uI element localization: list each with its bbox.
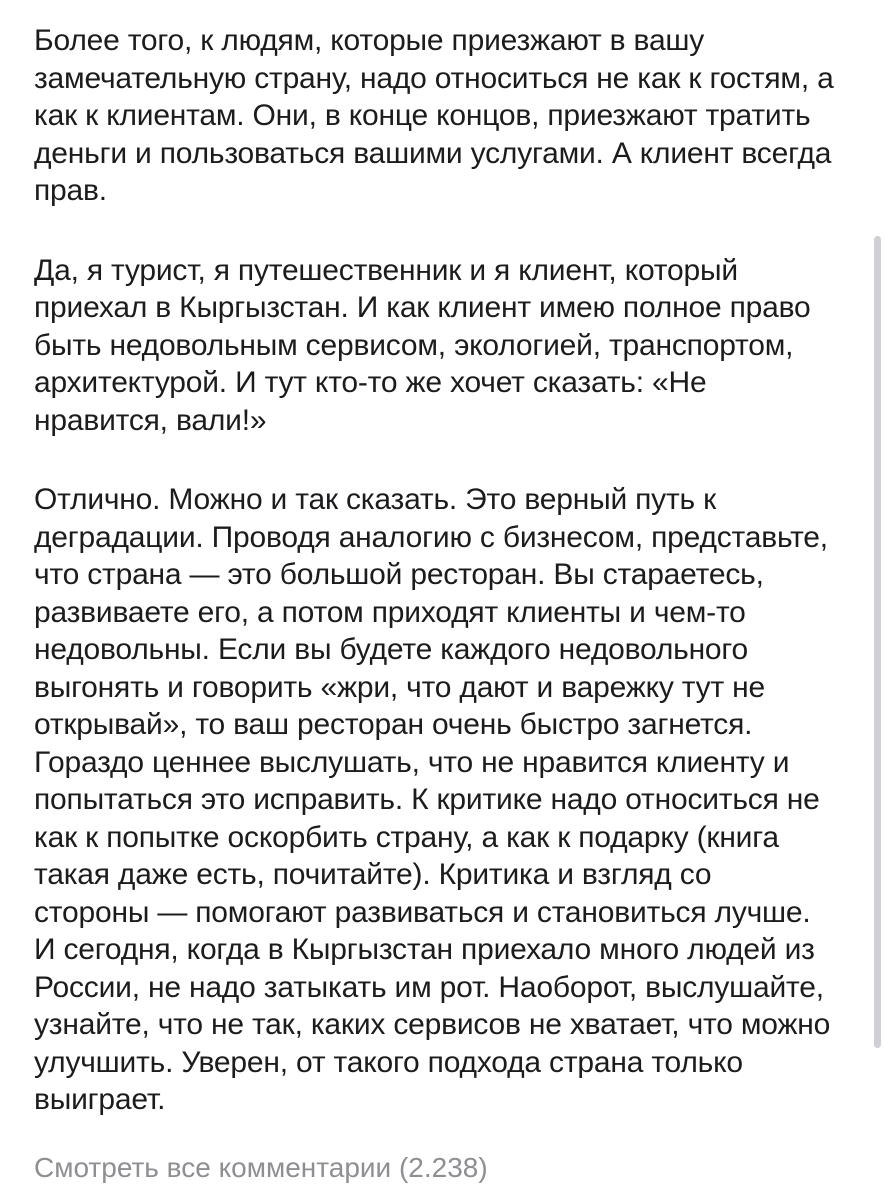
post-paragraph: Отлично. Можно и так сказать. Это верный путь к деградации. Проводя аналогию с бизнесом, представьте, что страна — это большой ресторан. Вы стараетесь, развиваете его, а потом приходят клиенты и чем-то недовольны. Если вы будете каждого недовольного выгонять и говорить «жри, что дают и варежку тут не открывай», то ваш ресторан очень быстро загнется. Гораздо ценнее выслушать, что не нравится клиенту и попытаться это исправить. К критике надо относиться не как к попытке оскорбить страну, а как к подарку (книга такая даже есть, почитайте). Критика и взгляд со стороны — помогают развиваться и становиться лучше. И сегодня, когда в Кыргызстан приехало много людей из России, не надо затыкать им рот. Наоборот, выслушайте, узнайте, что не так, каких сервисов не хватает, что можно улучшить. Уверен, от такого подхода страна только выиграет. (34, 483, 831, 1116)
post-paragraph: Более того, к людям, которые приезжают в вашу замечательную страну, надо относиться не как к гостям, а как к клиентам. Они, в конце концов, приезжают тратить деньги и пользоваться вашими услугами. А клиент всегда прав. (34, 24, 834, 207)
scrollbar-thumb[interactable] (874, 236, 881, 1048)
post-body (34, 22, 834, 1119)
post-paragraph: Да, я турист, я путешественник и я клиент, который приехал в Кыргызстан. И как клиент имею полное право быть недовольным сервисом, экологией, транспортом, архитектурой. И тут кто-то же хочет сказать: «Не нравится, вали!» (34, 253, 811, 437)
view-all-comments-link[interactable]: Смотреть все комментарии (2.238) (34, 1152, 488, 1183)
